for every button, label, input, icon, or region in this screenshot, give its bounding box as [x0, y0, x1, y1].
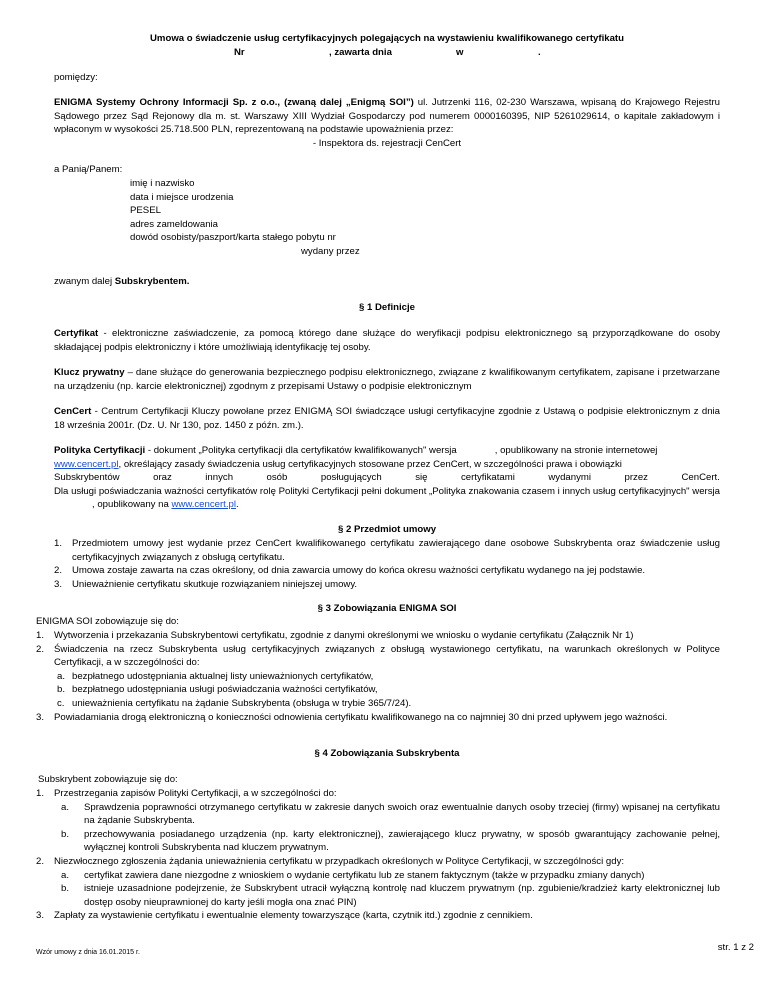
section-2-list	[54, 537, 720, 591]
list-item: a. Sprawdzenia poprawności otrzymanego certyfikatu w zakresie danych swoich oraz ewentualnie danych osoby trzeciej (firmy) wpisanej na certyfikatu na żądanie Subskrybenta.	[61, 801, 720, 827]
list-item: 2. Świadczenia na rzecz Subskrybenta usług certyfikacyjnych związanych z obsługą wystawionego certyfikatu, na warunkach określonych w Polityce Certyfikacji, a w szczególności do:	[36, 643, 720, 669]
section-3-list	[36, 629, 720, 724]
section-4-heading: § 4 Zobowiązania Subskrybenta	[314, 748, 460, 759]
contract-title: Umowa o świadczenie usług certyfikacyjnych polegających na wystawieniu kwalifikowanego certyfikatu	[150, 33, 624, 44]
footer-template-date: Wzór umowy z dnia 16.01.2015 r.	[36, 949, 140, 956]
definition-private-key: Klucz prywatny – dane służące do generowania bezpiecznego podpisu elektronicznego, związane z kwalifikowanym certyfikatem, zapisane i przetwarzane na urządzeniu (np. karcie elektronicznej) zgodnym z przepisami Ustawy o podpisie elektronicznym	[54, 367, 720, 392]
list-item: 2. Niezwłocznego zgłoszenia żądania unieważnienia certyfikatu w przypadkach określonych w Polityce Certyfikacji, w szczególności gdy:	[36, 855, 625, 867]
list-item: 2. Umowa zostaje zawarta na czas określony, od dnia zawarcia umowy do końca okresu ważności certyfikatu wydanego na jej podstawie.	[54, 565, 646, 577]
list-item: 3. Unieważnienie certyfikatu skutkuje rozwiązaniem niniejszej umowy.	[54, 578, 358, 590]
field-issued-by: wydany przez	[301, 245, 360, 257]
list-item: c. unieważnienia certyfikatu na żądanie Subskrybenta (obsługa w trybie 365/7/24).	[57, 697, 412, 709]
list-item: 3. Powiadamiania drogą elektroniczną o konieczności odnowienia certyfikatu kwalifikowanego na co najmniej 30 dni przed upływem jego ważności.	[36, 711, 668, 723]
field-birth: data i miejsce urodzenia	[130, 191, 234, 203]
section-3-heading: § 3 Zobowiązania ENIGMA SOI	[317, 603, 457, 614]
footer-page-number: str. 1 z 2	[717, 942, 754, 953]
between-label: pomiędzy:	[54, 72, 98, 83]
section-2-heading: § 2 Przedmiot umowy	[337, 524, 437, 535]
section-3-intro: ENIGMA SOI zobowiązuje się do:	[36, 616, 179, 627]
cencert-link-2[interactable]: www.cencert.pl	[171, 499, 236, 511]
field-id-document: dowód osobisty/paszport/karta stałego pobytu nr	[130, 232, 336, 244]
list-item: 1. Przedmiotem umowy jest wydanie przez CenCert kwalifikowanego certyfikatu zawierającego dane osobowe Subskrybenta oraz świadczenie usług certyfikacyjnych związanych z obsługą certyfikatu.	[54, 538, 720, 563]
subscriber-called: zwanym dalej Subskrybentem.	[54, 276, 190, 287]
list-item: b. istnieje uzasadnione podejrzenie, że Subskrybent utracił wyłączną kontrolę nad kluczem prywatnym (np. zgubienie/kradzież karty elektronicznej lub dostęp osoby nieuprawnionej do karty jeśli mogła ona znać PIN)	[61, 883, 720, 908]
definition-certificate: Certyfikat - elektroniczne zaświadczenie, za pomocą którego dane służące do weryfikacji podpisu elektronicznego są przyporządkowane do osoby składającej podpis elektroniczny i które umożliwiają identyfikację tej osoby.	[54, 328, 720, 353]
list-item: a. certyfikat zawiera dane niezgodne z wnioskiem o wydanie certyfikatu lub ze stanem faktycznym (także w przypadku zmiany danych)	[61, 869, 645, 881]
field-address: adres zameldowania	[130, 218, 218, 230]
inspector-line: - Inspektora ds. rejestracji CenCert	[312, 138, 462, 149]
list-item: 3. Zapłaty za wystawienie certyfikatu i ewentualnie elementy towarzyszące (karta, czytnik itd.) zgodnie z cennikiem.	[36, 910, 533, 922]
list-item: a. bezpłatnego udostępniania aktualnej listy unieważnionych certyfikatów,	[57, 670, 374, 682]
list-item: b. bezpłatnego udostępniania usługi poświadczania ważności certyfikatów,	[57, 684, 378, 696]
definition-policy: Polityka Certyfikacji - dokument „Polityka certyfikacji dla certyfikatów kwalifikowanych" wersja , opublikowany na stronie internetowej www.cencert.pl, określający zasady świadczenia usług certyfikacyjnych stosowane przez CenCert, w szczególności prawa i obowiązki Subskrybentów oraz innych osób posługujących się certyfikatami wydanymi przez CenCert. Dla usługi poświadczania ważności certyfikatów rolę Polityki Certyfikacji pełni dokument „Polityka znakowania czasem i innych usług certyfikacyjnych" wersja, opublikowany na www.cencert.pl.	[54, 445, 720, 511]
list-item: 1. Wytworzenia i przekazania Subskrybentowi certyfikatu, zgodnie z danymi określonymi we wniosku o wydanie certyfikatu (Załącznik Nr 1)	[36, 630, 634, 641]
list-item: b. przechowywania posiadanego urządzenia (np. karty elektronicznej), zawierającego klucz prywatny, w sposób gwarantujący zachowanie pełnej, wyłącznej kontroli Subskrybenta nad kluczem prywatnym.	[61, 828, 720, 854]
section-4-intro: Subskrybent zobowiązuje się do:	[38, 774, 178, 785]
section-1-heading: § 1 Definicje	[359, 302, 415, 313]
section-4-list	[36, 787, 720, 923]
definition-cencert: CenCert - Centrum Certyfikacji Kluczy powołane przez ENIGMĄ SOI świadczące usługi certyfikacyjne zgodnie z Ustawą o podpisie elektronicznym z dnia 18 września 2001r. (Dz. U. Nr 130, poz. 1450 z późn. zm.).	[54, 406, 720, 431]
field-pesel: PESEL	[130, 205, 161, 217]
enigma-party: ENIGMA Systemy Ochrony Informacji Sp. z o.o., (zwaną dalej „Enigmą SOI”) ul. Jutrzenki 116, 02-230 Warszawa, wpisaną do Krajowego Rejestru Sądowego przez Sąd Rejonowy dla m. st. Warszawy XIII Wydział Gospodarczy pod numerem 0000160395, NIP 5261029614, o kapitale zakładowym i wpłaconym w wysokości 25.718.500 PLN, reprezentowaną na podstawie upoważnienia przez:	[54, 97, 721, 136]
person-fields	[130, 177, 530, 259]
field-name: imię i nazwisko	[130, 178, 195, 189]
list-item: 1. Przestrzegania zapisów Polityki Certyfikacji, a w szczególności do:	[36, 788, 337, 799]
contract-number-line: Nr , zawarta dnia w .	[234, 47, 541, 58]
person-party-label: a Panią/Panem:	[54, 164, 123, 175]
cencert-link[interactable]: www.cencert.pl	[54, 458, 119, 470]
